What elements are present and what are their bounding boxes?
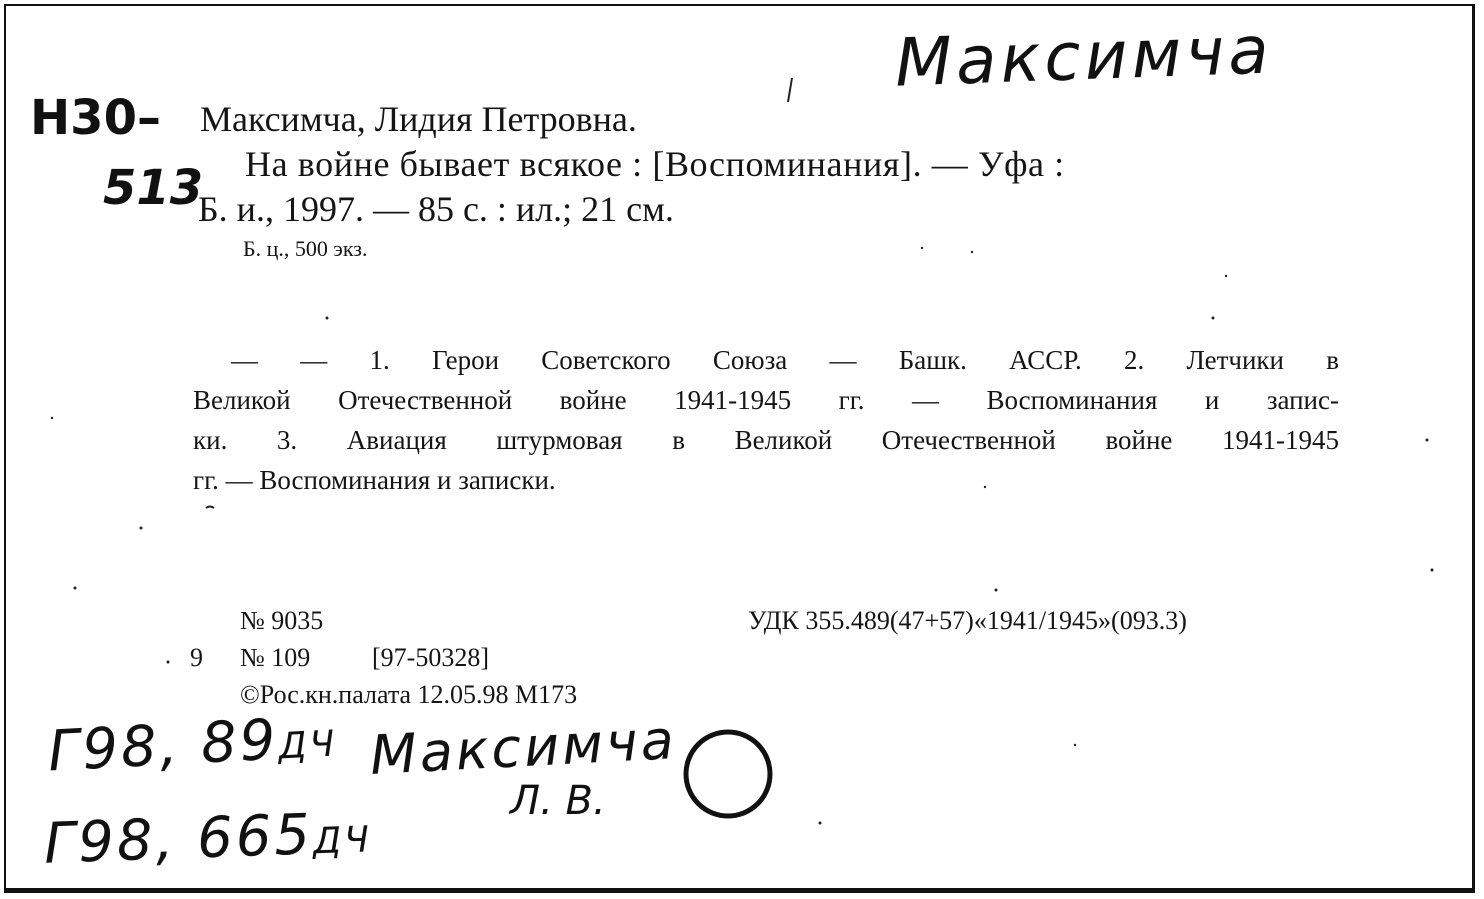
handwritten-code-1-main: Г98, 89 — [46, 707, 280, 785]
prefix-number: 9 — [190, 643, 203, 672]
registration-extra: [97-50328] — [372, 643, 489, 672]
subject-line: — — 1. Герои Советского Союза — Башк. АССР. 2. Летчики в — [231, 345, 1339, 375]
handwritten-initials: Л. В. — [510, 778, 606, 824]
subject-line: ки. 3. Авиация штурмовая в Великой Отечественной войне 1941-1945 — [193, 425, 1339, 455]
handwritten-code-2-main: Г98, 665 — [42, 802, 315, 877]
subject-headings — [193, 340, 1339, 500]
card-number: № 9035 — [240, 606, 324, 635]
handwritten-code-2-sub: ДЧ — [312, 819, 373, 863]
handwritten-code-2 — [43, 800, 373, 876]
author-heading: Максимча, Лидия Петровна. — [200, 99, 637, 139]
subject-line: Великой Отечественной войне 1941-1945 гг. — Воспоминания и запис- — [193, 385, 1339, 415]
handwritten-code-1-sub: ДЧ — [277, 723, 339, 768]
copyright-line: ©Рос.кн.палата 12.05.98 М173 — [240, 680, 578, 709]
shelf-mark-line2: 513 — [103, 160, 204, 216]
title-line-1: На войне бывает всякое : [Воспоминания]. — Уфа : — [245, 144, 1065, 184]
title-line-2: Б. и., 1997. — 85 с. : ил.; 21 см. — [198, 189, 674, 229]
subject-line: гг. — Воспоминания и записки. — [193, 465, 556, 495]
udk-code: УДК 355.489(47+57)«1941/1945»(093.3) — [748, 606, 1187, 635]
shelf-mark-line1: Н30– — [30, 90, 161, 146]
registration-number: № 109 — [240, 643, 311, 672]
handwritten-name: Максимча — [368, 708, 679, 787]
handwritten-surname: Максимча — [893, 11, 1274, 102]
price-note: Б. ц., 500 экз. — [243, 236, 368, 261]
